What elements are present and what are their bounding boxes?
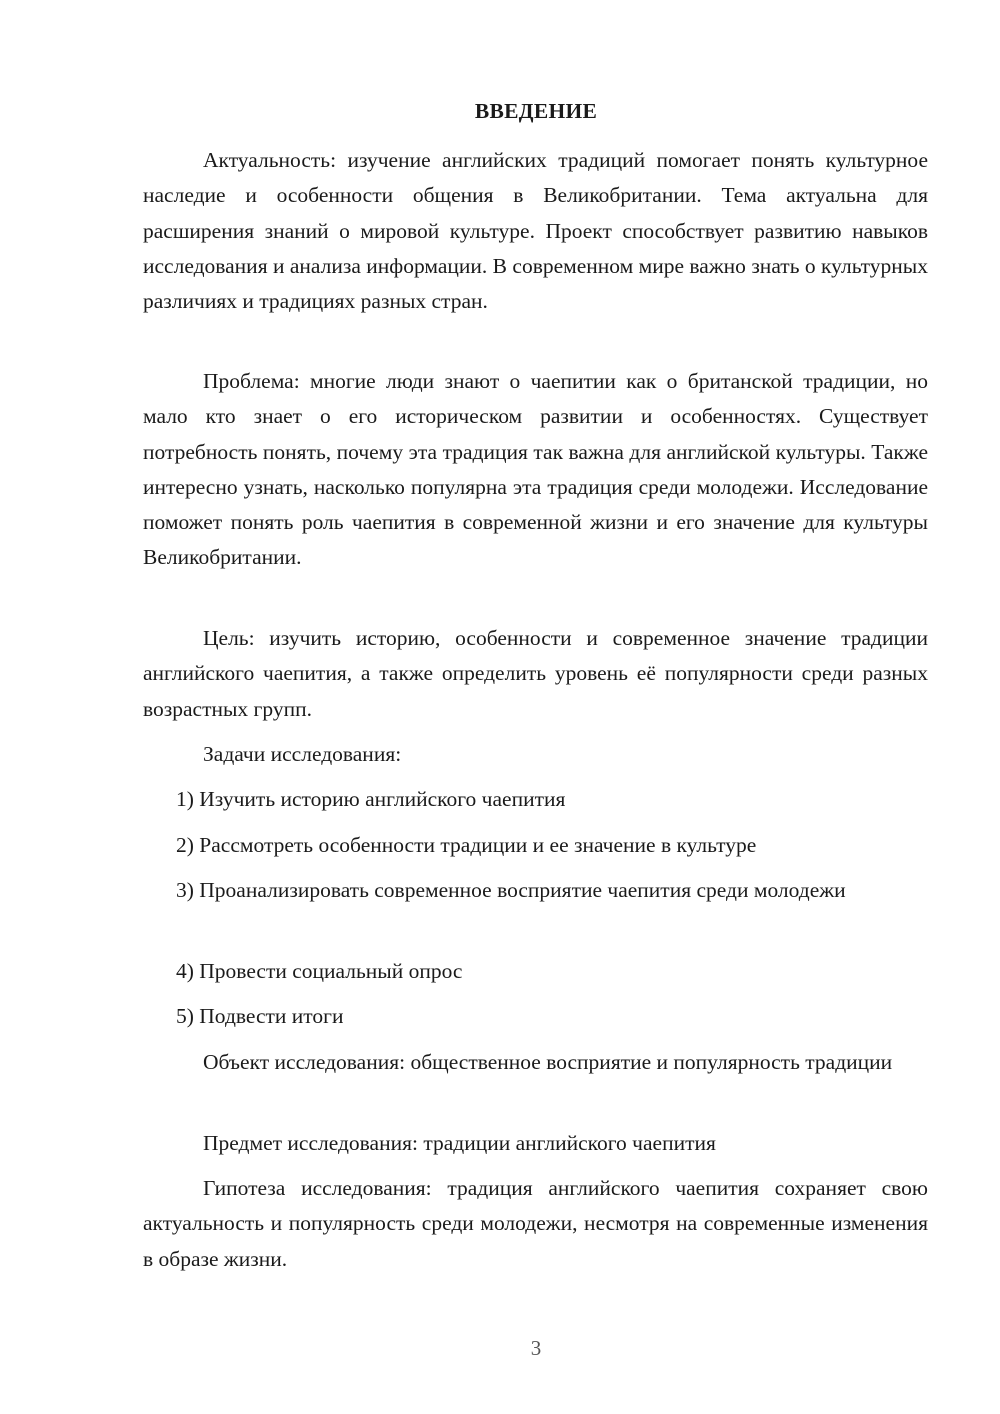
- subject-paragraph: Предмет исследования: традиции английского чаепития: [203, 1131, 716, 1155]
- task-item: 2) Рассмотреть особенности традиции и ее значение в культуре: [176, 833, 757, 857]
- tasks-title: Задачи исследования:: [203, 742, 402, 766]
- hypothesis-paragraph: Гипотеза исследования: традиция английского чаепития сохраняет свою актуальность и популярность среди молодежи, несмотря на современные изменения в образе жизни.: [143, 1176, 928, 1271]
- task-item: 4) Провести социальный опрос: [176, 959, 463, 983]
- object-paragraph: Объект исследования: общественное восприятие и популярность традиции: [203, 1050, 893, 1074]
- problem-paragraph: Проблема: многие люди знают о чаепитии как о британской традиции, но мало кто знает о его историческом развитии и особенностях. Существует потребность понять, почему эта традиция так важна для английской культуры. Также интересно узнать, насколько популярна эта традиция среди молодежи. Исследование поможет понять роль чаепития в современной жизни и его значение для культуры Великобритании.: [143, 369, 928, 570]
- page-number: 3: [530, 1336, 542, 1360]
- goal-paragraph: Цель: изучить историю, особенности и современное значение традиции английского чаепития, а также определить уровень её популярности среди разных возрастных групп.: [143, 626, 928, 721]
- task-item: 3) Проанализировать современное восприятие чаепития среди молодежи: [176, 878, 846, 902]
- relevance-paragraph: Актуальность: изучение английских традиций помогает понять культурное наследие и особенности общения в Великобритании. Тема актуальна для расширения знаний о мировой культуре. Проект способствует развитию навыков исследования и анализа информации. В современном мире важно знать о культурных различиях и традициях разных стран.: [143, 148, 928, 314]
- page-title: ВВЕДЕНИЕ: [474, 99, 598, 123]
- task-item: 5) Подвести итоги: [176, 1004, 344, 1028]
- task-item: 1) Изучить историю английского чаепития: [176, 787, 566, 811]
